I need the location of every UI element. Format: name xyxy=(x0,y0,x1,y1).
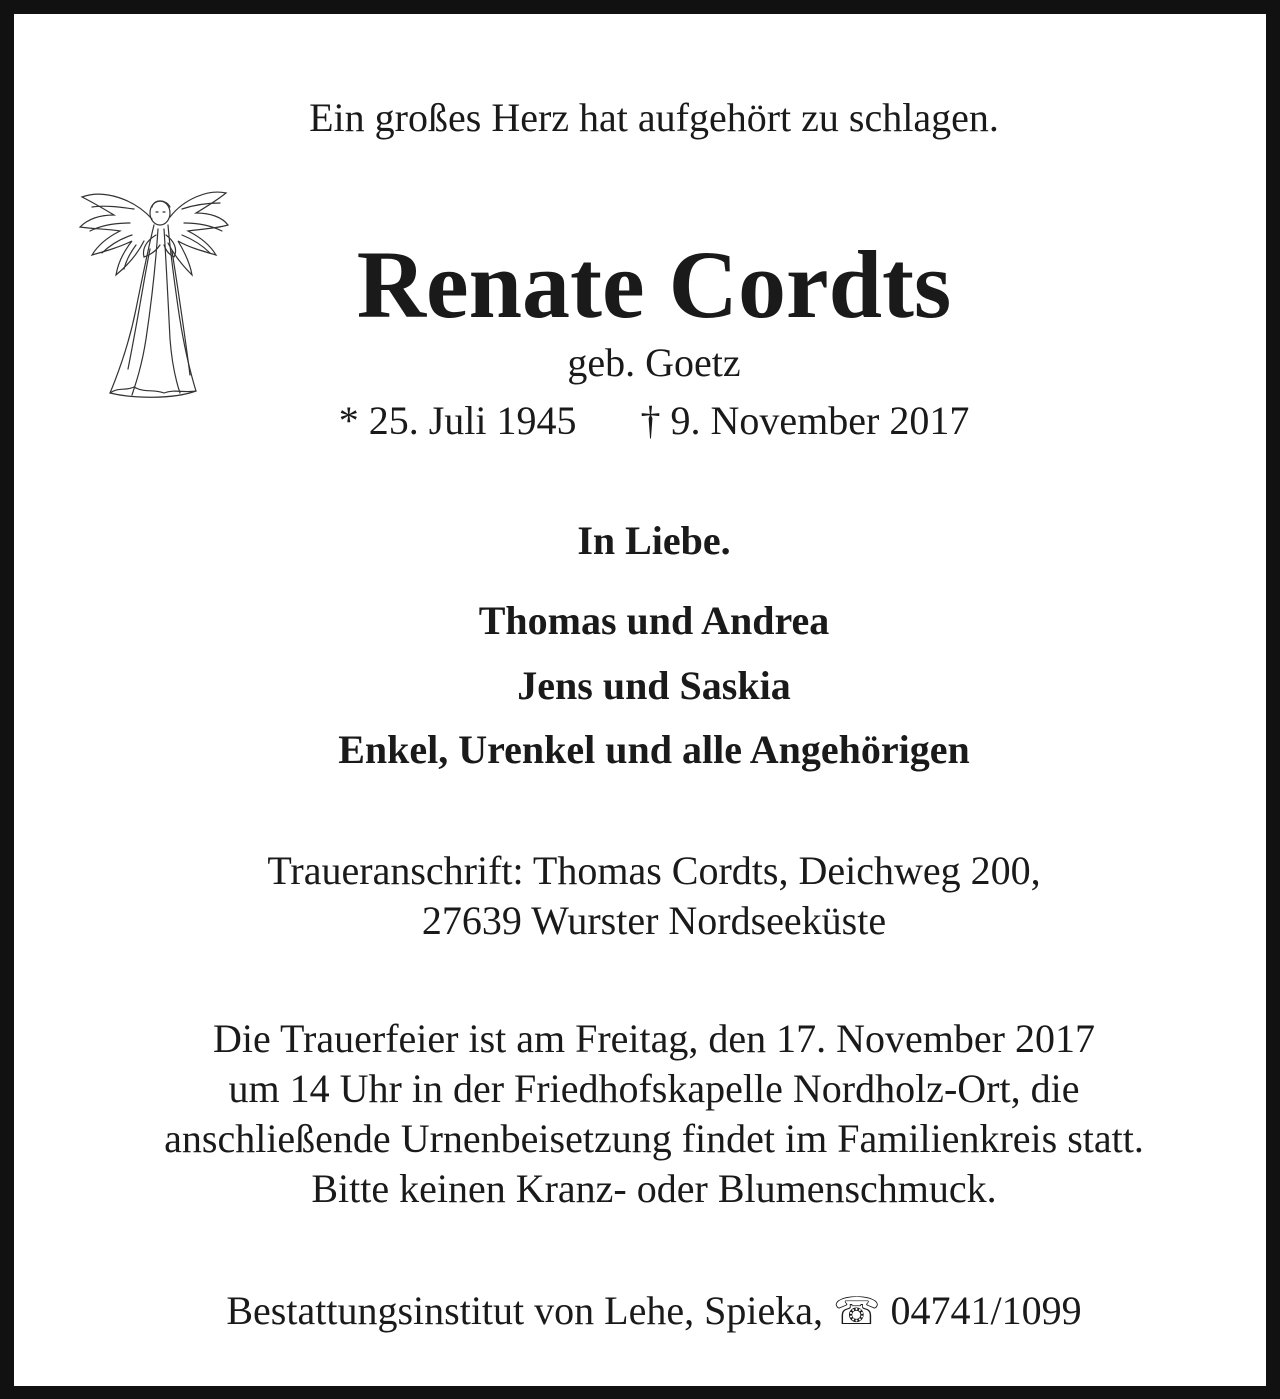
address-line: Traueranschrift: Thomas Cordts, Deichweg 200, xyxy=(267,848,1041,893)
funeral-info-line: Die Trauerfeier ist am Freitag, den 17. November 2017 xyxy=(212,1016,1095,1061)
funeral-info-line: Bitte keinen Kranz- oder Blumenschmuck. xyxy=(311,1166,997,1211)
undertaker-name: Bestattungsinstitut von Lehe, Spieka, xyxy=(226,1288,823,1333)
mourner-line: Thomas und Andrea xyxy=(478,598,830,643)
funeral-info-line: anschließende Urnenbeisetzung findet im Familienkreis statt. xyxy=(164,1116,1144,1161)
death-date: † 9. November 2017 xyxy=(640,398,970,443)
life-dates xyxy=(14,397,1280,444)
deceased-name: Renate Cordts xyxy=(356,231,952,338)
undertaker-line xyxy=(14,1287,1280,1334)
mourner-line: Enkel, Urenkel und alle Angehörigen xyxy=(338,727,970,772)
intro-line: Ein großes Herz hat aufgehört zu schlagen. xyxy=(309,95,999,140)
mourner-line: Jens und Saskia xyxy=(517,663,791,708)
address-line: 27639 Wurster Nordseeküste xyxy=(421,898,887,943)
birth-date: * 25. Juli 1945 xyxy=(338,398,577,443)
funeral-info-line: um 14 Uhr in der Friedhofskapelle Nordholz-Ort, die xyxy=(228,1066,1080,1111)
telephone-icon: ☏ xyxy=(832,1291,881,1333)
maiden-name: geb. Goetz xyxy=(567,340,741,385)
closing-line: In Liebe. xyxy=(577,518,731,563)
phone-number: 04741/1099 xyxy=(890,1288,1082,1333)
